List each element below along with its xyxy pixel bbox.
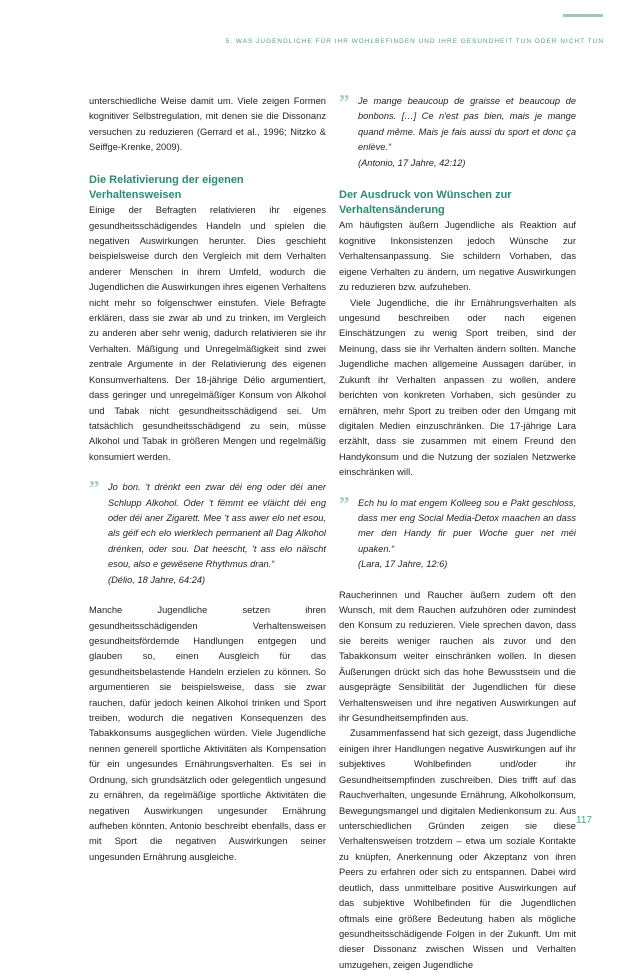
page-number: 117 [576, 815, 592, 826]
left-column [89, 94, 326, 865]
quote-antonio [339, 90, 576, 171]
quote-delio [89, 476, 326, 588]
quote-text: Jo bon. 't drénkt een zwar déi eng oder déi aner Schlupp Alkohol. Oder 't fëmmt ee vläicht déi eng oder déi aner Zigarett. Mee 't ass awer elo net esou, als géif ech elo wierklech permanent all Dag Alkohol drénken, oder sou. Dat heescht, 't ass elo näischt esou, also e gewësene Rhythmus dran.“ [108, 482, 326, 570]
quote-text: Je mange beaucoup de graisse et beaucoup de bonbons. […] Ce n'est pas bien, mais je mange quand même. Mais je fais aussi du sport et donc ça enlève.“ [358, 96, 576, 153]
left-paragraph-3: Manche Jugendliche setzen ihren gesundheitsschädigenden Verhaltensweisen gesundheitsfördernde Handlungen entgegen und glauben so, einen Ausgleich für das gesundheitsbelastende Handeln erzielen zu können. So argumentieren sie beispielsweise, dass sie zwar rauchen, dafür jedoch keinen Alkohol trinken und Sport treiben, wodurch die negativen Konsequenzen des Tabakkonsums ausgeglichen würden. Viele Jugendliche nennen generell sportliche Aktivitäten als Kompensation für ein ungesundes Ernährungsverhalten. Es sei in Ordnung, sich grundsätzlich oder gelegentlich ungesund zu ernähren, da regelmäßige sportliche Aktivitäten die negativen Auswirkungen ungesunder Ernährung aufheben könnten. Antonio beschreibt ebenfalls, dass er mit Sport die negativen Auswirkungen seiner ungesunden Ernährung ausgleiche. [89, 605, 326, 862]
right-column [339, 90, 576, 973]
left-paragraph-2: Einige der Befragten relativieren ihr eigenes gesundheitsschädigendes Handeln und spielen die negativen Auswirkungen herunter. Dies geschieht beispielsweise durch den Vergleich mit dem Verhalten anderer Menschen in ihrem Umfeld, wodurch die Jugendlichen die Auswirkungen ihres eigenen Verhaltens nicht mehr so folgenschwer einstufen. Viele Befragte erklären, dass sie zwar ab und zu trinken, im Vergleich zu anderen aber sehr wenig, dadurch relativieren sie ihr Verhalten. Mäßigung und Unregelmäßigkeit sind zwei zentrale Argumente in der Relativierung des eigenen Konsumverhaltens. Der 18-jährige Délio argumentiert, dass geringer und unregelmäßiger Konsum von Alkohol und Tabak nicht gesundheitsschädigend sei. Um tatsächlich gesundheitsschädigend zu sein, müsse Alkohol und Tabak in größeren Mengen und regelmäßig konsumiert werden. [89, 205, 326, 462]
quote-source: (Délio, 18 Jahre, 64:24) [108, 574, 206, 585]
header-accent-bar [563, 14, 603, 17]
quote-source: (Antonio, 17 Jahre, 42:12) [358, 157, 466, 168]
right-paragraph-2: Viele Jugendliche, die ihr Ernährungsverhalten als ungesund beschreiben oder nach eigenen Einschätzungen zu wenig Sport treiben, sind der Meinung, dass sie ihr Verhalten ändern sollten. Manche Jugendliche machen allgemeine Aussagen darüber, in Zukunft ihr Verhalten anpassen zu wollen, andere berichten von konkreten Vorhaben, sich gesünder zu ernähren, mehr Sport zu treiben oder den Umgang mit digitalen Medien einzuschränken. Die 17-jährige Lara erzählt, dass sie zusammen mit einem Freund den Handykonsum und die Nutzung der sozialen Netzwerke einschränken will. [339, 297, 576, 478]
section-heading-wuensche: Der Ausdruck von Wünschen zur Verhaltensänderung [339, 189, 512, 217]
right-paragraph-3: Raucherinnen und Raucher äußern zudem oft den Wunsch, mit dem Rauchen aufzuhören oder zumindest den Konsum zu reduzieren. Viele sprechen davon, dass sie bereits weniger rauchen als zuvor und den Tabakkonsum weiter einschränken wollen. In diesen Äußerungen drückt sich das hohe Bewusstsein und die ausgeprägte Sensibilität der Jugendlichen für diese Verhaltensweisen und ihre negativen Auswirkungen auf ihr Gesundheitsempfinden aus. [339, 589, 576, 724]
section-heading-relativierung: Die Relativierung der eigenen Verhaltensweisen [89, 173, 244, 201]
quote-text: Ech hu lo mat engem Kolleeg sou e Pakt geschloss, dass mer eng Social Media-Detox maachen an dass mer den Handy fir puer Woche guer net méi upaken.“ [358, 497, 576, 554]
left-paragraph-1: unterschiedliche Weise damit um. Viele zeigen Formen kognitiver Selbstregulation, mit denen sie die Dissonanz versuchen zu reduzieren (Gerrard et al., 1996; Nitzko & Seiffge-Krenke, 2009). [89, 96, 326, 153]
quote-mark-icon: ” [339, 491, 350, 516]
quote-mark-icon: ” [89, 476, 100, 501]
running-header: 5. WAS JUGENDLICHE FÜR IHR WOHLBEFINDEN UND IHRE GESUNDHEIT TUN ODER NICHT TUN [225, 38, 604, 45]
quote-lara [339, 491, 576, 573]
right-paragraph-4: Zusammenfassend hat sich gezeigt, dass Jugendliche einigen ihrer Handlungen negative Auswirkungen auf ihr subjektives Wohlbefinden und/oder ihr Gesundheitsempfinden zuschreiben. Dies trifft auf das Rauchverhalten, ungesunde Ernährung, Alkoholkonsum, Bewegungsmangel und digitalen Medienkonsum zu. Aus unterschiedlichen Gründen zeigen sie diese Verhaltensweisen trotzdem – etwa um soziale Kontakte zu knüpfen, Anerkennung oder Akzeptanz von ihren Peers zu erfahren oder sich zu entspannen. Dabei wird deutlich, dass unmittelbare positive Auswirkungen auf das subjektive Wohlbefinden für die Jugendlichen oftmals eine größere Bedeutung haben als mögliche gesundheitsschädigende Folgen in der Zukunft. Um mit dieser Dissonanz zwischen Wissen und Verhalten umzugehen, zeigen Jugendliche [339, 728, 576, 970]
right-paragraph-1: Am häufigsten äußern Jugendliche als Reaktion auf kognitive Inkonsistenzen jedoch Wünsche zur Verhaltensanpassung. Sie schildern Vorhaben, das eigene Verhalten zu ändern, um negative Auswirkungen zu reduzieren bzw. aufzuheben. [339, 220, 576, 293]
quote-source: (Lara, 17 Jahre, 12:6) [358, 559, 448, 570]
quote-mark-icon: ” [339, 90, 350, 114]
